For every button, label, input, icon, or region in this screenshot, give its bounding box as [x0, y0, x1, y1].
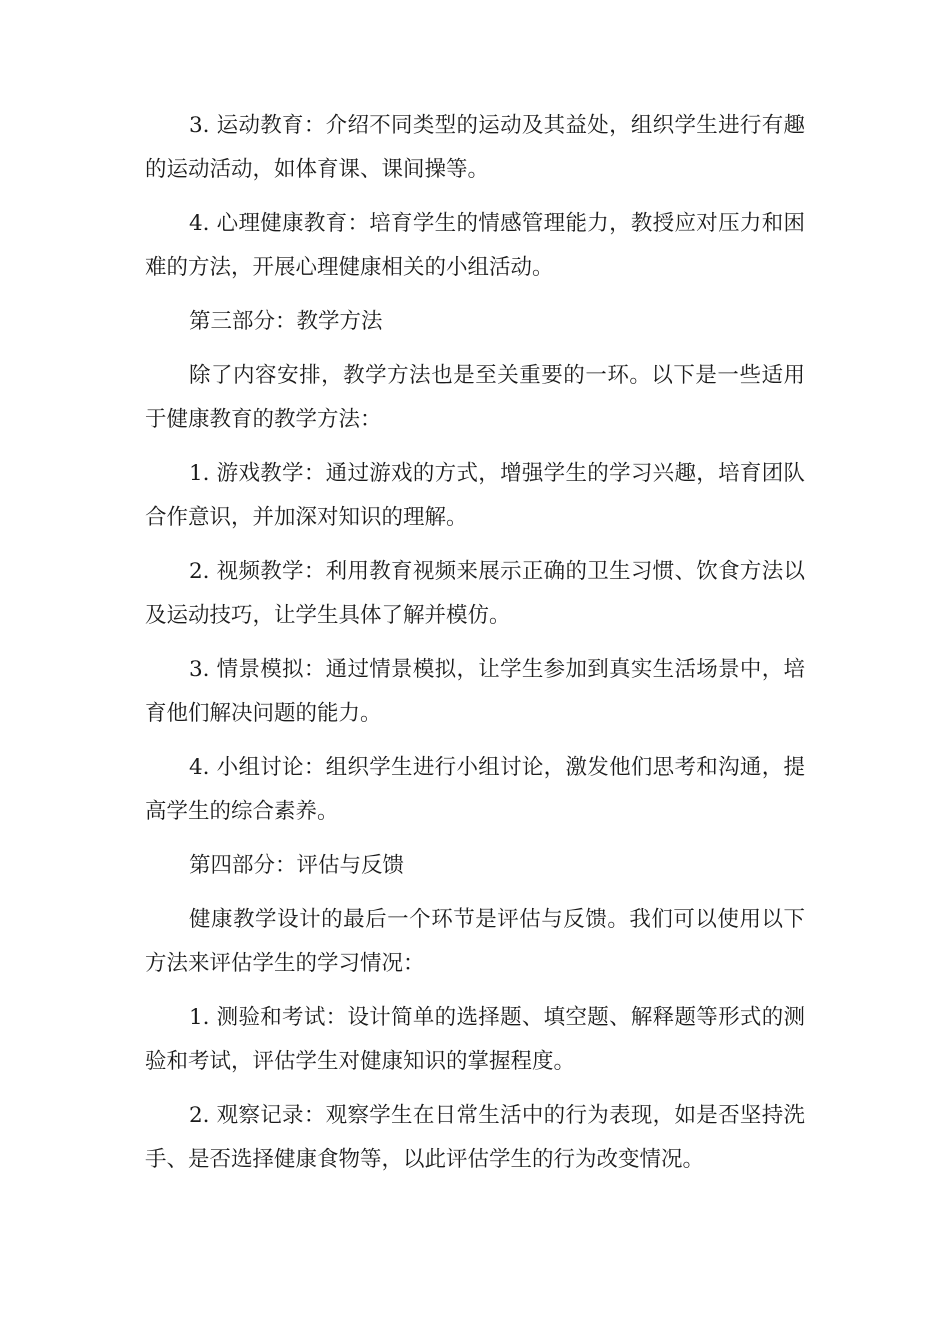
list-item-tests-exams: 1. 测验和考试：设计简单的选择题、填空题、解释题等形式的测验和考试，评估学生对健康知识的掌握程度。: [145, 1005, 805, 1074]
list-item-group-discussion: 4. 小组讨论：组织学生进行小组讨论，激发他们思考和沟通，提高学生的综合素养。: [145, 755, 805, 824]
section-heading-teaching-methods: 第三部分：教学方法: [189, 309, 383, 334]
paragraph-methods-intro: 除了内容安排，教学方法也是至关重要的一环。以下是一些适用于健康教育的教学方法：: [145, 363, 805, 432]
paragraph-assessment-intro: 健康教学设计的最后一个环节是评估与反馈。我们可以使用以下方法来评估学生的学习情况：: [145, 907, 805, 976]
section-heading-assessment-feedback: 第四部分：评估与反馈: [189, 853, 405, 878]
list-item-mental-health-education: 4. 心理健康教育：培育学生的情感管理能力，教授应对压力和困难的方法，开展心理健康相关的小组活动。: [145, 211, 805, 280]
document-body: [145, 104, 805, 1192]
list-item-video-teaching: 2. 视频教学：利用教育视频来展示正确的卫生习惯、饮食方法以及运动技巧，让学生具体了解并模仿。: [145, 559, 805, 628]
list-item-observation-records: 2. 观察记录：观察学生在日常生活中的行为表现，如是否坚持洗手、是否选择健康食物等，以此评估学生的行为改变情况。: [145, 1103, 805, 1172]
list-item-sport-education: 3. 运动教育：介绍不同类型的运动及其益处，组织学生进行有趣的运动活动，如体育课、课间操等。: [145, 113, 805, 182]
list-item-scenario-simulation: 3. 情景模拟：通过情景模拟，让学生参加到真实生活场景中，培育他们解决问题的能力。: [145, 657, 805, 726]
list-item-game-teaching: 1. 游戏教学：通过游戏的方式，增强学生的学习兴趣，培育团队合作意识，并加深对知识的理解。: [145, 461, 805, 530]
